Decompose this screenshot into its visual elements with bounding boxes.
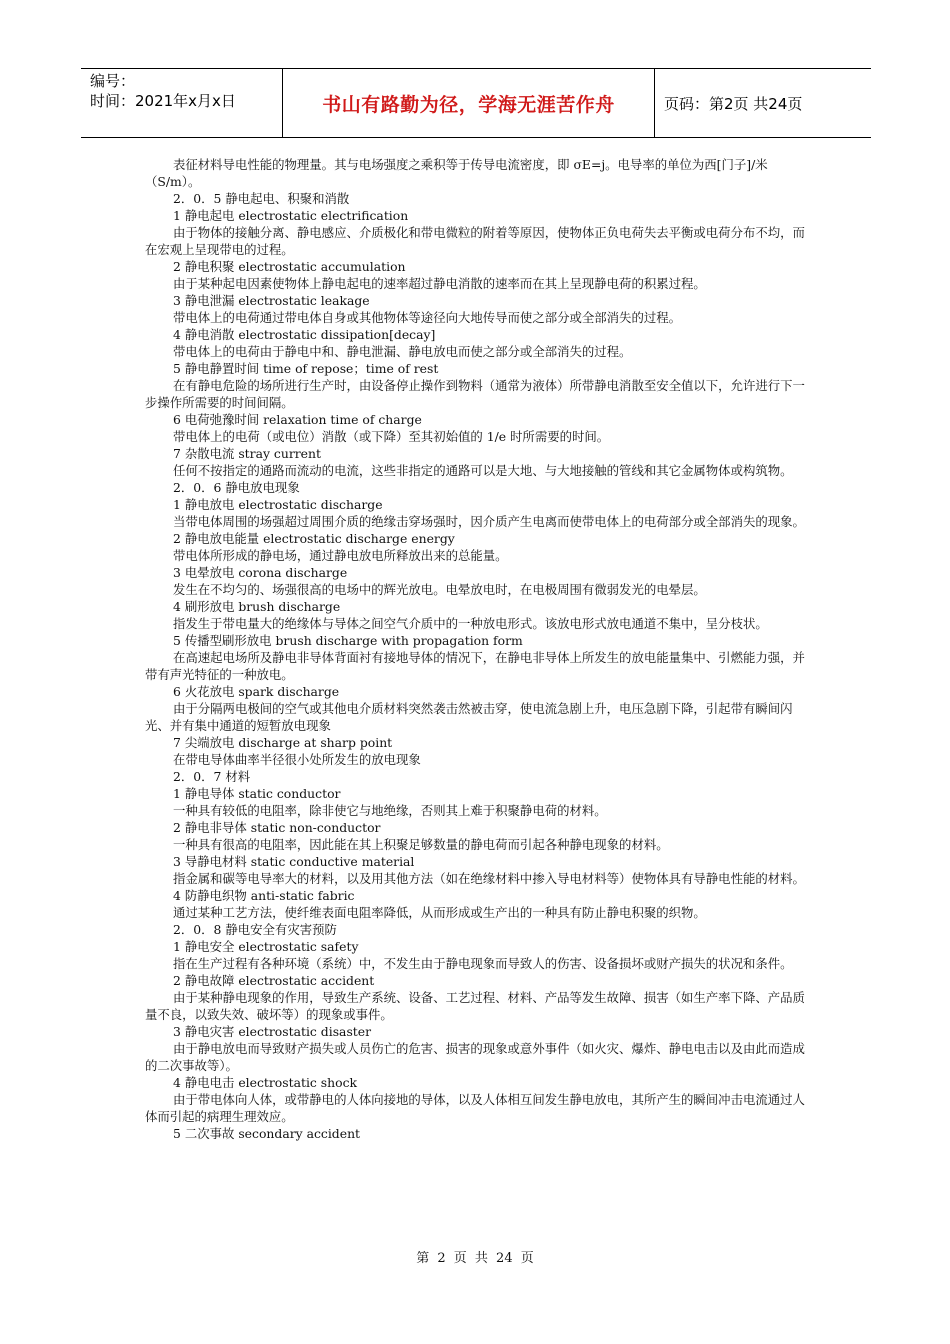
paragraph: 在带电导体曲率半径很小处所发生的放电现象 [173, 752, 421, 767]
document-time-label: 时间：2021年x月x日 [90, 92, 236, 110]
section-heading: 2 静电故障 electrostatic accident [173, 973, 375, 988]
section-heading: 1 静电起电 electrostatic electrification [173, 208, 409, 223]
section-heading: 6 电荷弛豫时间 relaxation time of charge [173, 412, 422, 427]
section-heading: 6 火花放电 spark discharge [173, 684, 340, 699]
section-heading: 7 杂散电流 stray current [173, 446, 321, 461]
paragraph: 发生在不均匀的、场强很高的电场中的辉光放电。电晕放电时，在电极周围有微弱发光的电晕层。 [173, 582, 706, 597]
header-motto: 书山有路勤为径，学海无涯苦作舟 [283, 69, 655, 137]
section-heading: 5 静电静置时间 time of repose；time of rest [173, 361, 439, 376]
section-heading: 3 静电灾害 electrostatic disaster [173, 1024, 372, 1039]
section-heading: 4 静电消散 electrostatic dissipation[decay] [173, 327, 436, 342]
paragraph: 由于某种起电因素使物体上静电起电的速率超过静电消散的速率而在其上呈现静电荷的积累过程。 [173, 276, 706, 291]
section-heading: 3 导静电材料 static conductive material [173, 854, 415, 869]
paragraph: 由于某种静电现象的作用，导致生产系统、设备、工艺过程、材料、产品等发生故障、损害（如生产率下降、产品质量不良，以致失效、破坏等）的现象或事件。 [145, 990, 805, 1022]
section-heading: 4 静电电击 electrostatic shock [173, 1075, 358, 1090]
paragraph: 由于带电体向人体，或带静电的人体向接地的导体，以及人体相互间发生静电放电，其所产生的瞬间冲击电流通过人体而引起的病理生理效应。 [145, 1092, 805, 1124]
paragraph: 当带电体周围的场强超过周围介质的绝缘击穿场强时，因介质产生电离而使带电体上的电荷部分或全部消失的现象。 [173, 514, 805, 529]
section-heading: 1 静电导体 static conductor [173, 786, 341, 801]
section-heading: 3 电晕放电 corona discharge [173, 565, 348, 580]
section-heading: 7 尖端放电 discharge at sharp point [173, 735, 393, 750]
section-heading: 2 静电积聚 electrostatic accumulation [173, 259, 406, 274]
document-body [145, 156, 810, 1142]
header-meta-cell [81, 69, 283, 137]
section-heading: 2．0．6 静电放电现象 [173, 480, 300, 495]
section-heading: 1 静电放电 electrostatic discharge [173, 497, 383, 512]
section-heading: 2．0．7 材料 [173, 769, 251, 784]
section-heading: 5 二次事故 secondary accident [173, 1126, 361, 1141]
paragraph: 在有静电危险的场所进行生产时，由设备停止操作到物料（通常为液体）所带静电消散至安全值以下，允许进行下一步操作所需要的时间间隔。 [145, 378, 805, 410]
paragraph: 在高速起电场所及静电非导体背面衬有接地导体的情况下，在静电非导体上所发生的放电能量集中、引燃能力强，并带有声光特征的一种放电。 [145, 650, 805, 682]
section-heading: 1 静电安全 electrostatic safety [173, 939, 359, 954]
section-heading: 2．0．8 静电安全有灾害预防 [173, 922, 337, 937]
section-heading: 4 防静电织物 anti-static fabric [173, 888, 355, 903]
paragraph: 由于分隔两电极间的空气或其他电介质材料突然袭击然被击穿，使电流急剧上升，电压急剧下降，引起带有瞬间闪光、并有集中通道的短暂放电现象 [145, 701, 793, 733]
paragraph: 表征材料导电性能的物理量。其与电场强度之乘积等于传导电流密度，即 σE=j。电导率的单位为西[门子]/米（S/m）。 [145, 157, 768, 189]
section-heading: 2 静电非导体 static non-conductor [173, 820, 381, 835]
paragraph: 指金属和碳等电导率大的材料，以及用其他方法（如在绝缘材料中掺入导电材料等）使物体具有导静电性能的材料。 [173, 871, 805, 886]
section-heading: 5 传播型刷形放电 brush discharge with propagation form [173, 633, 523, 648]
paragraph: 任何不按指定的通路而流动的电流，这些非指定的通路可以是大地、与大地接触的管线和其它金属物体或构筑物。 [173, 463, 793, 478]
paragraph: 带电体所形成的静电场，通过静电放电所释放出来的总能量。 [173, 548, 508, 563]
paragraph: 由于物体的接触分离、静电感应、介质极化和带电微粒的附着等原因，使物体正负电荷失去平衡或电荷分布不均，而在宏观上呈现带电的过程。 [145, 225, 805, 257]
paragraph: 指发生于带电量大的绝缘体与导体之间空气介质中的一种放电形式。该放电形式放电通道不集中，呈分枝状。 [173, 616, 768, 631]
paragraph: 带电体上的电荷（或电位）消散（或下降）至其初始值的 1/e 时所需要的时间。 [173, 429, 610, 444]
document-number-label: 编号： [90, 72, 136, 90]
section-heading: 3 静电泄漏 electrostatic leakage [173, 293, 370, 308]
paragraph: 指在生产过程有各种环境（系统）中，不发生由于静电现象而导致人的伤害、设备损坏或财产损失的状况和条件。 [173, 956, 793, 971]
paragraph: 带电体上的电荷由于静电中和、静电泄漏、静电放电而使之部分或全部消失的过程。 [173, 344, 632, 359]
page-footer: 第 2 页 共 24 页 [416, 1251, 534, 1266]
paragraph: 由于静电放电而导致财产损失或人员伤亡的危害、损害的现象或意外事件（如火灾、爆炸、静电电击以及由此而造成的二次事故等）。 [145, 1041, 805, 1073]
section-heading: 4 刷形放电 brush discharge [173, 599, 341, 614]
paragraph: 一种具有较低的电阻率，除非使它与地绝缘，否则其上难于积聚静电荷的材料。 [173, 803, 607, 818]
page-header [81, 68, 871, 138]
paragraph: 带电体上的电荷通过带电体自身或其他物体等途径向大地传导而使之部分或全部消失的过程。 [173, 310, 682, 325]
paragraph: 一种具有很高的电阻率，因此能在其上积聚足够数量的静电荷而引起各种静电现象的材料。 [173, 837, 669, 852]
section-heading: 2．0．5 静电起电、积聚和消散 [173, 191, 350, 206]
header-page-info: 页码：第2页 共24页 [664, 94, 803, 113]
paragraph: 通过某种工艺方法，使纤维表面电阻率降低，从而形成或生产出的一种具有防止静电积聚的织物。 [173, 905, 706, 920]
section-heading: 2 静电放电能量 electrostatic discharge energy [173, 531, 455, 546]
